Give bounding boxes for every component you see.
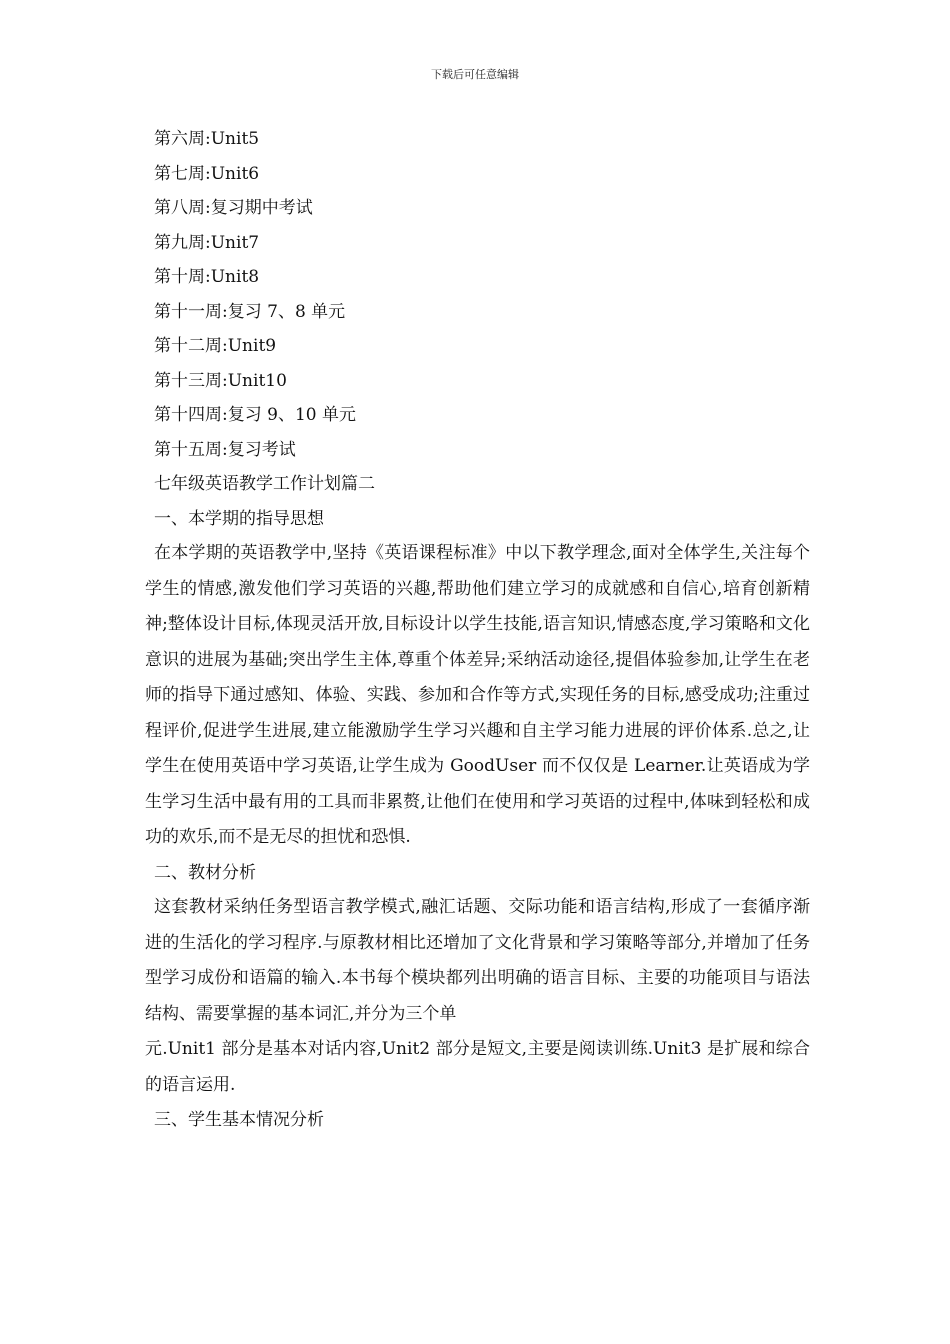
schedule-week-8: 第八周:复习期中考试 <box>154 198 313 218</box>
schedule-week-14: 第十四周:复习 9、10 单元 <box>154 405 356 425</box>
heading-student-analysis: 三、学生基本情况分析 <box>154 1110 324 1130</box>
paragraph-textbook-analysis-continued: 元.Unit1 部分是基本对话内容,Unit2 部分是短文,主要是阅读训练.Unit3 是扩展和综合的语言运用. <box>145 1039 810 1095</box>
schedule-week-9: 第九周:Unit7 <box>154 232 260 253</box>
heading-textbook-analysis: 二、教材分析 <box>154 862 256 883</box>
schedule-week-15: 第十五周:复习考试 <box>154 439 296 460</box>
schedule-week-7: 第七周:Unit6 <box>154 163 260 184</box>
schedule-week-11: 第十一周:复习 7、8 单元 <box>154 301 346 322</box>
section-title: 七年级英语教学工作计划篇二 <box>154 474 375 494</box>
schedule-week-6: 第六周:Unit5 <box>154 129 260 149</box>
schedule-week-13: 第十三周:Unit10 <box>154 370 287 391</box>
heading-guiding-philosophy: 一、本学期的指导思想 <box>154 508 324 529</box>
document-body <box>145 122 810 1138</box>
paragraph-textbook-analysis: 这套教材采纳任务型语言教学模式,融汇话题、交际功能和语言结构,形成了一套循序渐进的生活化的学习程序.与原教材相比还增加了文化背景和学习策略等部分,并增加了任务型学习成份和语篇的输入.本书每个模块都列出明确的语言目标、主要的功能项目与语法结构、需要掌握的基本词汇,并分为三个单 <box>145 897 810 1024</box>
paragraph-guiding-philosophy: 在本学期的英语教学中,坚持《英语课程标准》中以下教学理念,面对全体学生,关注每个学生的情感,激发他们学习英语的兴趣,帮助他们建立学习的成就感和自信心,培育创新精神;整体设计目标,体现灵活开放,目标设计以学生技能,语言知识,情感态度,学习策略和文化意识的进展为基础;突出学生主体,尊重个体差异;采纳活动途径,提倡体验参加,让学生在老师的指导下通过感知、体验、实践、参加和合作等方式,实现任务的目标,感受成功;注重过程评价,促进学生进展,建立能激励学生学习兴趣和自主学习能力进展的评价体系.总之,让学生在使用英语中学习英语,让学生成为 GoodUser 而不仅仅是 Learner.让英语成为学生学习生活中最有用的工具而非累赘,让他们在使用和学习英语的过程中,体味到轻松和成功的欢乐,而不是无尽的担忧和恐惧. <box>145 543 810 847</box>
schedule-week-12: 第十二周:Unit9 <box>154 336 277 356</box>
page-header: 下载后可任意编辑 <box>431 68 519 81</box>
schedule-week-10: 第十周:Unit8 <box>154 267 260 287</box>
